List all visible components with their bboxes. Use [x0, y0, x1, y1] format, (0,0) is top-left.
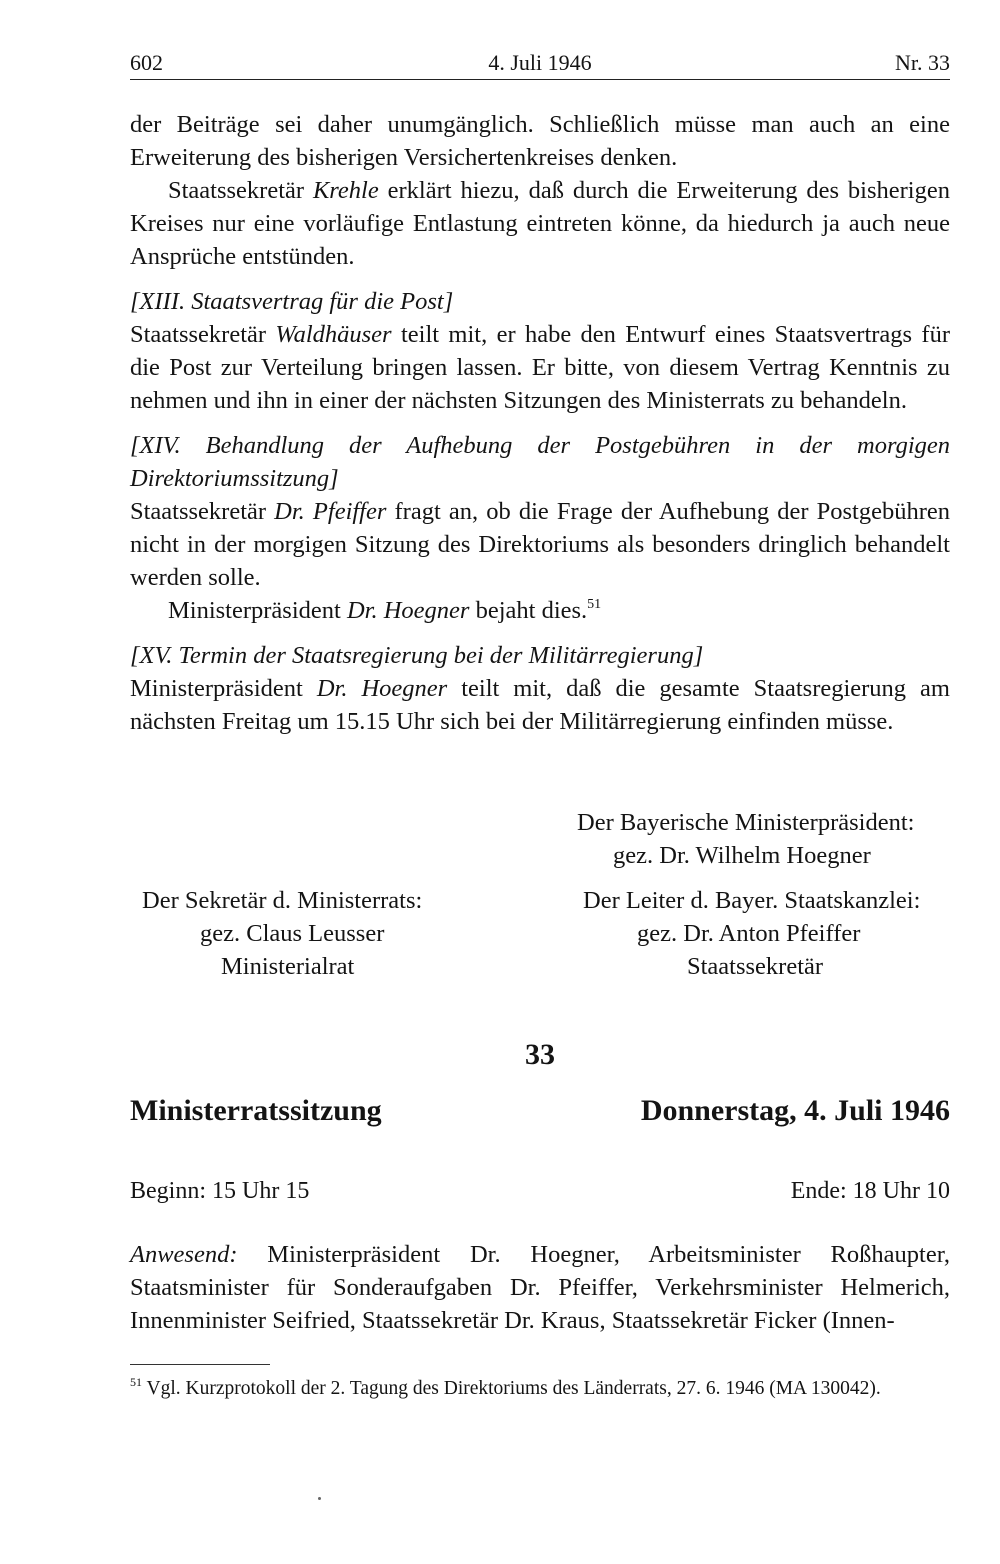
paragraph-text: Staatssekretär: [168, 177, 313, 204]
attendance-text: Ministerpräsident Dr. Hoegner, Arbeitsminister Roßhaupter, Staatsminister für Sonderaufgaben Dr. Pfeiffer, Verkehrsminister Helmerich, Innenminister Seifried, Staatssekretär Dr. Kraus, Staatssekretär Ficker (Innen-: [130, 1241, 950, 1334]
section-heading-15: [XV. Termin der Staatsregierung bei der Militärregierung]: [130, 642, 704, 669]
footnote-number: 51: [130, 1375, 142, 1389]
signature-sekretaer: [142, 884, 422, 983]
section-heading-13: [XIII. Staatsvertrag für die Post]: [130, 288, 454, 315]
krehle-paragraph: [130, 174, 950, 273]
signature-title: Der Leiter d. Bayer. Staatskanzlei:: [583, 887, 921, 914]
person-name: Krehle: [312, 177, 379, 204]
section-13-paragraph: Staatssekretär Waldhäuser teilt mit, er habe den Entwurf eines Staatsvertrags für die Post zur Verteilung bringen lassen. Er bitte, von diesem Vertrag Kenntnis zu nehmen und ihn in einer der nächsten Sitzungen des Ministerrats zu behandeln.: [130, 321, 950, 414]
signature-title: Der Sekretär d. Ministerrats:: [142, 887, 423, 914]
meeting-date: Donnerstag, 4. Juli 1946: [640, 1094, 950, 1127]
footnote-text: Vgl. Kurzprotokoll der 2. Tagung des Direktoriums des Länderrats, 27. 6. 1946 (MA 130042).: [142, 1378, 881, 1399]
signature-name: gez. Dr. Anton Pfeiffer: [637, 920, 861, 947]
continuation-paragraph: der Beiträge sei daher unumgänglich. Schließlich müsse man auch an eine Erweiterung des bisherigen Versichertenkreises denken.: [130, 111, 950, 171]
attendance-paragraph: [130, 1238, 950, 1337]
meeting-title: Ministerratssitzung: [130, 1094, 382, 1127]
footnote-rule: [130, 1364, 270, 1365]
header-issue: Nr. 33: [895, 50, 950, 75]
person-name: Dr. Hoegner: [346, 597, 470, 624]
signature-leiter: [583, 884, 920, 983]
section-heading-14: [XIV. Behandlung der Aufhebung der Postgebühren in der morgigen Direktoriumssitzung]: [130, 432, 950, 492]
footnote-ref[interactable]: 51: [587, 597, 602, 612]
header-date: 4. Juli 1946: [488, 50, 592, 75]
section-14-paragraph: Staatssekretär Dr. Pfeiffer fragt an, ob die Frage der Aufhebung der Postgebühren nicht in der morgigen Sitzung des Direktoriums als besonders dringlich behandelt werden solle.: [130, 498, 950, 591]
header-rule: [130, 79, 950, 80]
person-name: Dr. Hoegner: [316, 675, 448, 702]
signature-rank: Ministerialrat: [221, 953, 355, 980]
print-speck: [318, 1497, 321, 1500]
body-text: [130, 108, 950, 738]
section-14-reply: Ministerpräsident Dr. Hoegner bejaht dies.$^{51}$: [168, 597, 602, 624]
footnote: [130, 1375, 960, 1400]
meeting-title-row: [130, 1094, 950, 1138]
section-15-paragraph: Ministerpräsident Dr. Hoegner teilt mit, daß die gesamte Staatsregierung am nächsten Freitag um 15.15 Uhr sich bei der Militärregierung einfinden müsse.: [130, 675, 950, 735]
signature-title: Der Bayerische Ministerpräsident:: [577, 809, 915, 836]
signature-name: gez. Dr. Wilhelm Hoegner: [613, 842, 871, 869]
document-number: 33: [525, 1038, 555, 1071]
running-header: [130, 44, 950, 80]
paragraph-text: erklärt hiezu, daß durch die Erweiterung des bisherigen Kreises nur eine vorläufige Entlastung eintreten könne, da hiedurch ja auch neue Ansprüche entstünden.: [130, 177, 950, 270]
signature-name: gez. Claus Leusser: [200, 920, 385, 947]
attendance-label: Anwesend:: [130, 1241, 238, 1268]
person-name: Waldhäuser: [275, 321, 392, 348]
signature-rank: Staatssekretär: [687, 953, 824, 980]
signature-ministerpraesident: [577, 806, 914, 872]
page-number: 602: [130, 50, 163, 75]
meeting-begin: Beginn: 15 Uhr 15: [130, 1178, 310, 1204]
meeting-end: Ende: 18 Uhr 10: [790, 1178, 950, 1204]
person-name: Dr. Pfeiffer: [274, 498, 387, 525]
